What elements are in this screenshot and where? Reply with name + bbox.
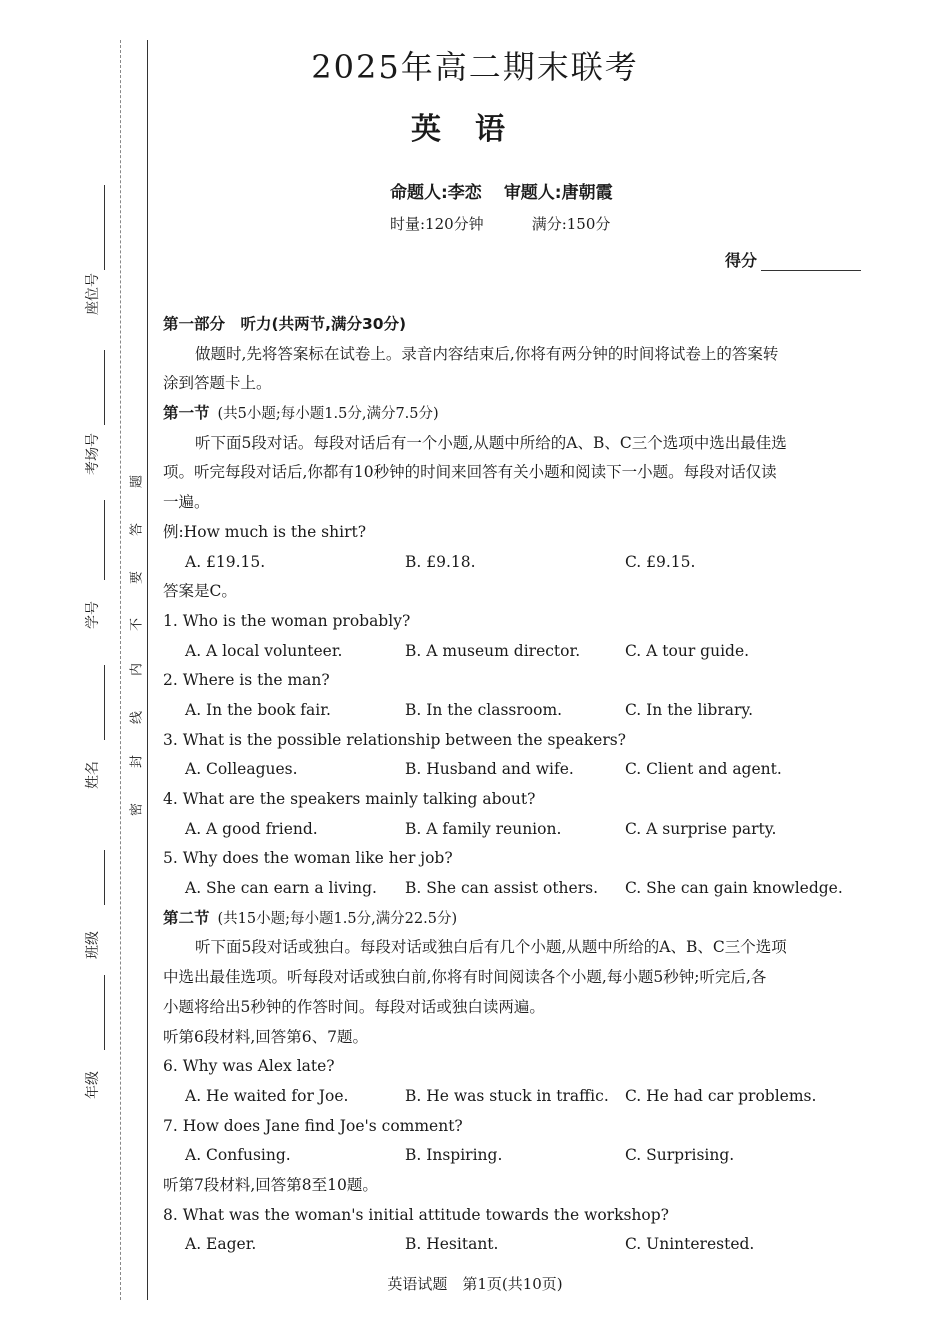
option[interactable]: C. Uninterested. — [625, 1235, 755, 1254]
part1-instruction-line: 做题时,先将答案标在试卷上。录音内容结束后,你将有两分钟的时间将试卷上的答案转 — [195, 344, 779, 363]
exam-page: 座位号 考场号 学号 姓名 班级 年级 密 封 线 内 不 要 答 题 2025年高二期末联考 英语 命题人:李恋 审题人:唐朝霞 时量:120分钟 满分:150分 得分 第一部分 听力(共两节,满分30分) 做题时,先将答案标在试卷上。录音内容结束后,你将有两分钟的时间将试卷上的答案转 涂到答题卡上。 第一节 (共5小题;每小题1.5分,满分7.5分) 听下面5段对话。每段对话后有一个小题,从题中所给的A、B、C三个选项中选出最佳选 项。听完每段对话后,你都有10秒钟的时间来回答有关小题和阅读下一小题。每段对话仅读 一遍。 例:How much is the shirt? A. £19.15. B. £9.18. C. £9.15. 答案是C。 1. Who is the woman probably? A. A local volunteer. B. A museum director. C. A tour guide. 2. Where is the man? A. In the book fair. B. In the classroom. C. In the library. 3. What is the possible relationship between the speakers? A. Colleagues. B. Husband and wife. C. Client and agent. 4. What are the speakers mainly talking about? A. A good friend. B. A family reunion. C. A surprise party. 5. Why does the woman like her job? A. She can earn a living. B. She can assist others. C. She can gain knowledge. 第二节 (共15小题;每小题1.5分,满分22.5分) 听下面5段对话或独白。每段对话或独白后有几个小题,从题中所给的A、B、C三个选项 中选出最佳选项。听每段对话或独白前,你将有时间阅读各个小题,每小题5秒钟;听完后,各 小题将给出5秒钟的作答时间。每段对话或独白读两遍。 听第6段材料,回答第6、7题。 6. Why was Alex late? A. He waited for Joe. B. He was stuck in traffic. C. He had car problems. 7. How does Jane find Joe's comment? A. Confusing. B. Inspiring. C. Surprising. 听第7段材料,回答第8至10题。 8. What was the woman's initial attitude towards the workshop? A. Eager. B. Hesitant. C. Uninterested. 英语试题 第1页(共10页) — [0, 0, 950, 1343]
option[interactable]: C. In the library. — [625, 700, 754, 719]
option[interactable]: A. Eager. — [185, 1235, 257, 1254]
reviewer: 审题人:唐朝霞 — [503, 183, 613, 203]
time-limit: 时量:120分钟 — [390, 215, 484, 233]
section2-instruction-line: 小题将给出5秒钟的作答时间。每段对话或独白读两遍。 — [163, 997, 545, 1016]
option[interactable]: C. She can gain knowledge. — [625, 879, 843, 898]
section2-instruction-line: 听下面5段对话或独白。每段对话或独白后有几个小题,从题中所给的A、B、C三个选项 — [195, 938, 787, 957]
option[interactable]: A. A good friend. — [185, 819, 318, 838]
margin-field-class: 班级 — [82, 850, 112, 980]
example-options — [163, 548, 863, 578]
score-label: 得分 — [725, 251, 758, 270]
exam-title: 2025年高二期末联考 — [311, 48, 639, 86]
section1-instruction-line: 项。听完每段对话后,你都有10秒钟的时间来回答有关小题和阅读下一小题。每段对话仅读 — [163, 463, 777, 482]
binding-solid-line — [147, 40, 148, 1300]
binding-dashed-line — [120, 40, 121, 1300]
question-1-options — [163, 637, 863, 667]
option[interactable]: C. A surprise party. — [625, 819, 777, 838]
margin-field-name: 姓名 — [82, 665, 112, 840]
option[interactable]: C. A tour guide. — [625, 641, 750, 660]
question-1: 1. Who is the woman probably? — [163, 611, 411, 630]
margin-field-seat: 座位号 — [82, 185, 112, 345]
question-7-options — [163, 1141, 863, 1171]
option[interactable]: B. Husband and wife. — [405, 760, 574, 779]
option[interactable]: B. In the classroom. — [405, 700, 563, 719]
question-4-options — [163, 815, 863, 845]
option[interactable]: C. He had car problems. — [625, 1086, 817, 1105]
page-footer: 英语试题 第1页(共10页) — [387, 1275, 563, 1293]
section1-instruction-line: 听下面5段对话。每段对话后有一个小题,从题中所给的A、B、C三个选项中选出最佳选 — [195, 433, 787, 452]
option[interactable]: A. A local volunteer. — [185, 641, 343, 660]
score-blank[interactable] — [761, 254, 861, 271]
question-2: 2. Where is the man? — [163, 671, 330, 690]
material-7-note: 听第7段材料,回答第8至10题。 — [163, 1175, 378, 1194]
option[interactable]: A. He waited for Joe. — [185, 1086, 349, 1105]
question-8: 8. What was the woman's initial attitude towards the workshop? — [163, 1205, 669, 1224]
margin-field-room: 考场号 — [82, 350, 112, 500]
example-answer: 答案是C。 — [163, 582, 237, 601]
question-2-options — [163, 696, 863, 726]
question-3: 3. What is the possible relationship between the speakers? — [163, 730, 626, 749]
margin-field-grade: 年级 — [82, 975, 112, 1115]
exam-content — [163, 310, 863, 1260]
question-8-options — [163, 1230, 863, 1260]
option[interactable]: B. Hesitant. — [405, 1235, 499, 1254]
full-score: 满分:150分 — [531, 215, 611, 233]
option[interactable]: B. Inspiring. — [405, 1146, 503, 1165]
question-4: 4. What are the speakers mainly talking about? — [163, 790, 536, 808]
option[interactable]: A. She can earn a living. — [185, 879, 377, 898]
option[interactable]: B. He was stuck in traffic. — [405, 1086, 609, 1105]
option[interactable]: B. A family reunion. — [405, 819, 562, 838]
material-6-note: 听第6段材料,回答第6、7题。 — [163, 1027, 369, 1046]
question-3-options — [163, 755, 863, 785]
section1-heading: 第一节 (共5小题;每小题1.5分,满分7.5分) — [163, 404, 439, 423]
part1-heading: 第一部分 听力(共两节,满分30分) — [163, 315, 407, 333]
question-7: 7. How does Jane find Joe's comment? — [163, 1116, 463, 1135]
option[interactable]: C. Client and agent. — [625, 760, 782, 779]
setter: 命题人:李恋 — [390, 183, 482, 203]
exam-subject: 英语 — [411, 112, 539, 147]
score-box — [725, 248, 861, 271]
section1-instruction-line: 一遍。 — [163, 493, 210, 512]
part1-instruction-line: 涂到答题卡上。 — [163, 374, 272, 393]
option[interactable]: B. A museum director. — [405, 641, 581, 660]
exam-time-info — [390, 213, 658, 234]
section2-instruction-line: 中选出最佳选项。听每段对话或独白前,你将有时间阅读各个小题,每小题5秒钟;听完后,各 — [163, 968, 767, 987]
example-question: 例:How much is the shirt? — [163, 522, 367, 541]
option[interactable]: C. Surprising. — [625, 1146, 735, 1165]
section2-heading: 第二节 (共15小题;每小题1.5分,满分22.5分) — [163, 908, 458, 927]
option[interactable]: A. In the book fair. — [185, 700, 331, 719]
option: A. £19.15. — [185, 552, 266, 571]
margin-field-student-id: 学号 — [82, 500, 112, 670]
question-5: 5. Why does the woman like her job? — [163, 849, 453, 868]
question-6: 6. Why was Alex late? — [163, 1057, 335, 1076]
option: C. £9.15. — [625, 552, 696, 571]
question-6-options — [163, 1082, 863, 1112]
option[interactable]: A. Colleagues. — [185, 760, 298, 779]
option[interactable]: A. Confusing. — [185, 1146, 291, 1165]
option[interactable]: B. She can assist others. — [405, 879, 599, 898]
question-5-options — [163, 874, 863, 904]
exam-authors — [390, 178, 635, 203]
option: B. £9.18. — [405, 552, 476, 571]
